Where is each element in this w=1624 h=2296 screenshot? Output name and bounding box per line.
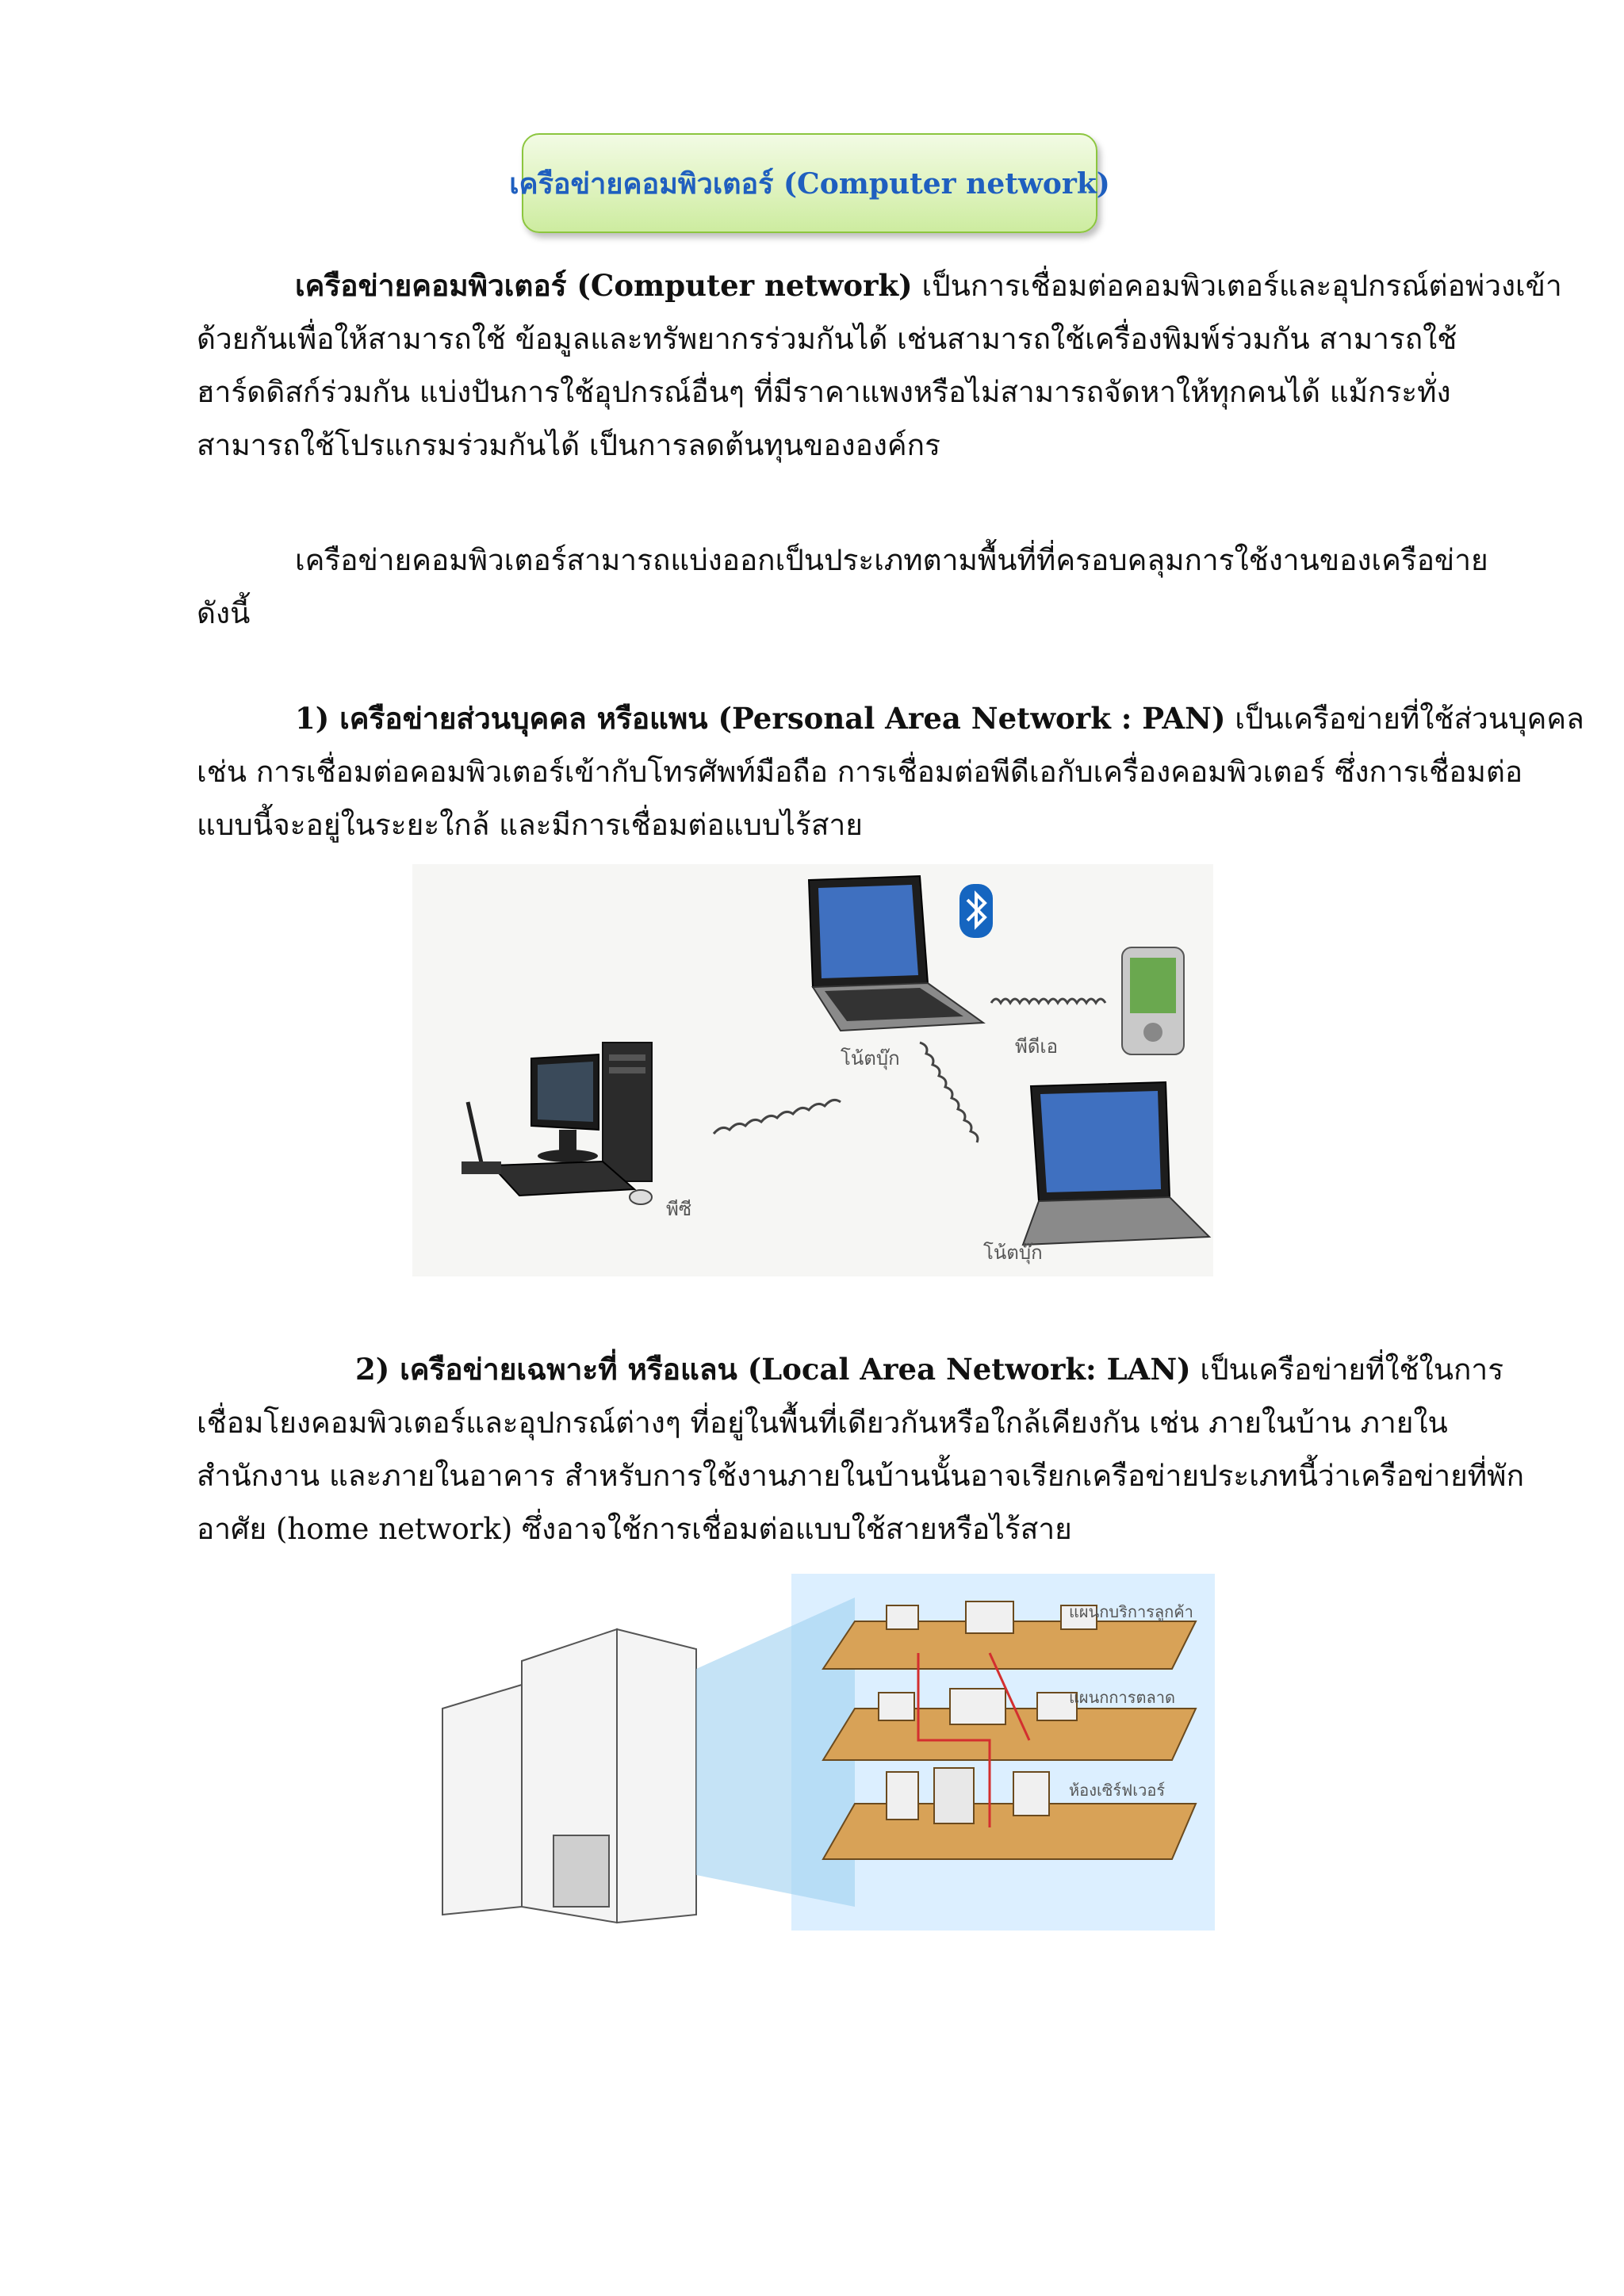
lan-line-3: สำนักงาน และภายในอาคาร สำหรับการใช้งานภายในบ้านนั้นอาจเรียกเครือข่ายประเภทนี้ว่าเครือข่ายที่พัก: [197, 1459, 1524, 1493]
types-intro-paragraph: [197, 534, 1488, 640]
pan-line-3: แบบนี้จะอยู่ในระยะใกล้ และมีการเชื่อมต่อแบบไร้สาย: [197, 808, 863, 842]
types-intro-line-1: เครือข่ายคอมพิวเตอร์สามารถแบ่งออกเป็นประเภทตามพื้นที่ที่ครอบคลุมการใช้งานของเครือข่าย: [295, 543, 1488, 577]
label-floor-bottom: ห้องเซิร์ฟเวอร์: [1069, 1781, 1166, 1800]
intro-line-2: ด้วยกันเพื่อให้สามารถใช้ ข้อมูลและทรัพยากรร่วมกันได้ เช่นสามารถใช้เครื่องพิมพ์ร่วมกัน สามารถใช้: [197, 322, 1457, 356]
pan-line-2: เช่น การเชื่อมต่อคอมพิวเตอร์เข้ากับโทรศัพท์มือถือ การเชื่อมต่อพีดีเอกับเครื่องคอมพิวเตอร์ ซึ่งการเชื่อมต่อ: [197, 755, 1523, 789]
page-title: เครือข่ายคอมพิวเตอร์ (Computer network): [509, 166, 1110, 201]
label-pda: พีดีเอ: [1015, 1035, 1059, 1058]
pda-icon: [1122, 947, 1184, 1054]
intro-paragraph: [197, 259, 1562, 472]
lan-paragraph: [197, 1343, 1524, 1556]
wireless-wave-pc-notebook: [714, 1100, 841, 1134]
intro-term: เครือข่ายคอมพิวเตอร์ (Computer network): [295, 268, 913, 303]
intro-line-1: [197, 259, 1562, 312]
notebook-bottom-icon: [1023, 1082, 1209, 1245]
pan-heading: 1) เครือข่ายส่วนบุคคล หรือแพน (Personal Area Network : PAN): [295, 701, 1226, 736]
title-box: [509, 133, 1110, 233]
lan-line-2: เชื่อมโยงคอมพิวเตอร์และอุปกรณ์ต่างๆ ที่อยู่ในพื้นที่เดียวกันหรือใกล้เคียงกัน เช่น ภายในบ้าน ภายใน: [197, 1406, 1448, 1440]
intro-line-4: สามารถใช้โปรแกรมร่วมกันได้ เป็นการลดต้นทุนขององค์กร: [197, 428, 940, 462]
pan-line-1-rest: เป็นเครือข่ายที่ใช้ส่วนบุคคล: [1225, 702, 1584, 736]
label-floor-top: แผนกบริการลูกค้า: [1069, 1602, 1193, 1621]
pan-illustration: [412, 864, 1213, 1276]
desktop-pc-icon: [462, 1043, 652, 1204]
label-floor-mid: แผนกการตลาด: [1069, 1688, 1175, 1707]
lan-illustration: [411, 1574, 1215, 1931]
intro-line-1-rest: เป็นการเชื่อมต่อคอมพิวเตอร์และอุปกรณ์ต่อพ่วงเข้า: [912, 269, 1562, 303]
lan-heading: 2) เครือข่ายเฉพาะที่ หรือแลน (Local Area Network: LAN): [355, 1352, 1191, 1387]
pan-line-1: [197, 692, 1584, 745]
wireless-wave-notebook-notebook: [920, 1043, 978, 1142]
wireless-wave-notebook-pda: [991, 999, 1105, 1003]
label-notebook-bottom: โน้ตบุ๊ก: [983, 1242, 1043, 1264]
bluetooth-icon: [959, 884, 993, 938]
lan-figure: [411, 1574, 1215, 1931]
pan-figure: [412, 864, 1213, 1276]
label-notebook-top: โน้ตบุ๊ก: [841, 1047, 900, 1070]
pan-paragraph: [197, 692, 1584, 851]
label-pc: พีซี: [666, 1198, 692, 1220]
lan-line-1-rest: เป็นเครือข่ายที่ใช้ในการ: [1190, 1353, 1504, 1387]
office-building-icon: [442, 1629, 696, 1923]
intro-line-3: ฮาร์ดดิสก์ร่วมกัน แบ่งปันการใช้อุปกรณ์อื่นๆ ที่มีราคาแพงหรือไม่สามารถจัดหาให้ทุกคนได้ แม้กระทั่ง: [197, 375, 1451, 409]
types-intro-line-2: ดังนี้: [197, 596, 251, 630]
lan-line-1: [197, 1343, 1504, 1396]
lan-line-4: อาศัย (home network) ซึ่งอาจใช้การเชื่อมต่อแบบใช้สายหรือไร้สาย: [197, 1512, 1072, 1546]
notebook-top-icon: [809, 876, 983, 1031]
